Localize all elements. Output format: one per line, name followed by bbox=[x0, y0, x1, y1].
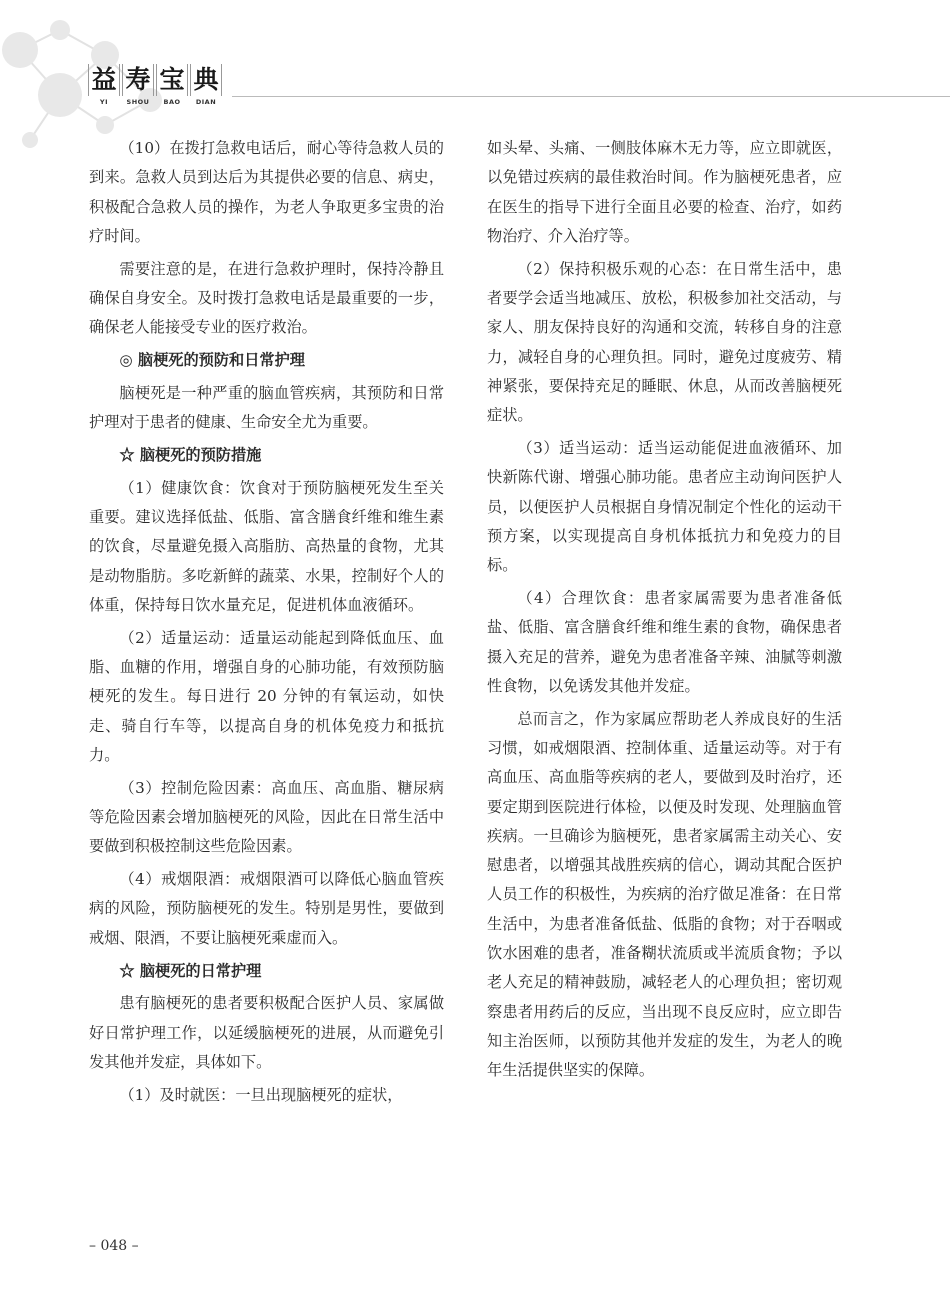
pinyin-label: DIAN bbox=[195, 98, 217, 106]
masthead-char: 寿 bbox=[122, 64, 154, 96]
pinyin-label: YI bbox=[99, 98, 109, 106]
header-divider bbox=[232, 96, 950, 97]
paragraph: （1）及时就医：一旦出现脑梗死的症状， bbox=[119, 1085, 403, 1104]
paragraph: 需要注意的是，在进行急救护理时，保持冷静且确保自身安全。及时拨打急救电话是最重要的一步，确保老人能接受专业的医疗救治。 bbox=[89, 259, 444, 337]
paragraph: （3）控制危险因素：高血压、高血脂、糖尿病等危险因素会增加脑梗死的风险，因此在日常生活中要做到积极控制这些危险因素。 bbox=[89, 778, 444, 856]
paragraph: 总而言之，作为家属应帮助老人养成良好的生活习惯，如戒烟限酒、控制体重、适量运动等。对于有高血压、高血脂等疾病的老人，要做到及时治疗，还要定期到医院进行体检，以便及时发现、处理脑血管疾病。一旦确诊为脑梗死，患者家属需主动关心、安慰患者，以增强其战胜疾病的信心，调动其配合医护人员工作的积极性，为疾病的治疗做足准备：在日常生活中，为患者准备低盐、低脂的食物；对于吞咽或饮水困难的患者，准备糊状流质或半流质食物；予以老人充足的精神鼓励，减轻老人的心理负担；密切观察患者用药后的反应，当出现不良反应时，应立即告知主治医师，以预防其他并发症的发生，为老人的晚年生活提供坚实的保障。 bbox=[487, 709, 842, 1080]
paragraph: （1）健康饮食：饮食对于预防脑梗死发生至关重要。建议选择低盐、低脂、富含膳食纤维和维生素的饮食，尽量避免摄入高脂肪、高热量的食物，尤其是动物脂肪。多吃新鲜的蔬菜、水果，控制好个人的体重，保持每日饮水量充足，促进机体血液循环。 bbox=[89, 478, 444, 614]
left-column bbox=[89, 134, 444, 1114]
paragraph: （2）适量运动：适量运动能起到降低血压、血脂、血糖的作用，增强自身的心肺功能，有效预防脑梗死的发生。每日进行 20 分钟的有氧运动，如快走、骑自行车等，以提高自身的机体免疫力和抵抗力。 bbox=[89, 628, 444, 764]
paragraph: （4）合理饮食：患者家属需要为患者准备低盐、低脂、富含膳食纤维和维生素的食物，确保患者摄入充足的营养，避免为患者准备辛辣、油腻等刺激性食物，以免诱发其他并发症。 bbox=[487, 588, 842, 695]
masthead bbox=[88, 64, 222, 106]
masthead-char: 宝 bbox=[156, 64, 188, 96]
paragraph: （2）保持积极乐观的心态：在日常生活中，患者要学会适当地减压、放松，积极参加社交活动，与家人、朋友保持良好的沟通和交流，转移自身的注意力，减轻自身的心理负担。同时，避免过度疲劳、精神紧张，要保持充足的睡眠、休息，从而改善脑梗死症状。 bbox=[487, 259, 842, 425]
paragraph-continuation: 如头晕、头痛、一侧肢体麻木无力等，应立即就医，以免错过疾病的最佳救治时间。作为脑梗死患者，应在医生的指导下进行全面且必要的检查、治疗，如药物治疗、介入治疗等。 bbox=[487, 139, 842, 245]
pinyin-label: SHOU bbox=[126, 98, 150, 106]
paragraph: 脑梗死是一种严重的脑血管疾病，其预防和日常护理对于患者的健康、生命安全尤为重要。 bbox=[89, 383, 444, 432]
masthead-char: 典 bbox=[190, 64, 222, 96]
masthead-title bbox=[88, 64, 222, 96]
page-number: – 048 – bbox=[89, 1238, 139, 1254]
paragraph: 患有脑梗死的患者要积极配合医护人员、家属做好日常护理工作，以延缓脑梗死的进展，从而避免引发其他并发症，具体如下。 bbox=[89, 994, 444, 1071]
pinyin-label: BAO bbox=[163, 98, 181, 106]
paragraph: （3）适当运动：适当运动能促进血液循环、加快新陈代谢、增强心肺功能。患者应主动询问医护人员，以便医护人员根据自身情况制定个性化的运动干预方案，以实现提高自身机体抵抗力和免疫力的目标。 bbox=[487, 438, 842, 575]
paragraph: （4）戒烟限酒：戒烟限酒可以降低心脑血管疾病的风险，预防脑梗死的发生。特别是男性，要做到戒烟、限酒，不要让脑梗死乘虚而入。 bbox=[89, 870, 444, 947]
subsection-heading: ☆ 脑梗死的预防措施 bbox=[119, 445, 262, 464]
subsection-heading: ☆ 脑梗死的日常护理 bbox=[119, 961, 262, 980]
masthead-char: 益 bbox=[88, 64, 120, 96]
paragraph: （10）在拨打急救电话后，耐心等待急救人员的到来。急救人员到达后为其提供必要的信息、病史，积极配合急救人员的操作，为老人争取更多宝贵的治疗时间。 bbox=[89, 139, 444, 245]
right-column bbox=[487, 134, 842, 1089]
section-heading: ◎ 脑梗死的预防和日常护理 bbox=[119, 351, 305, 370]
masthead-pinyin bbox=[88, 98, 222, 106]
